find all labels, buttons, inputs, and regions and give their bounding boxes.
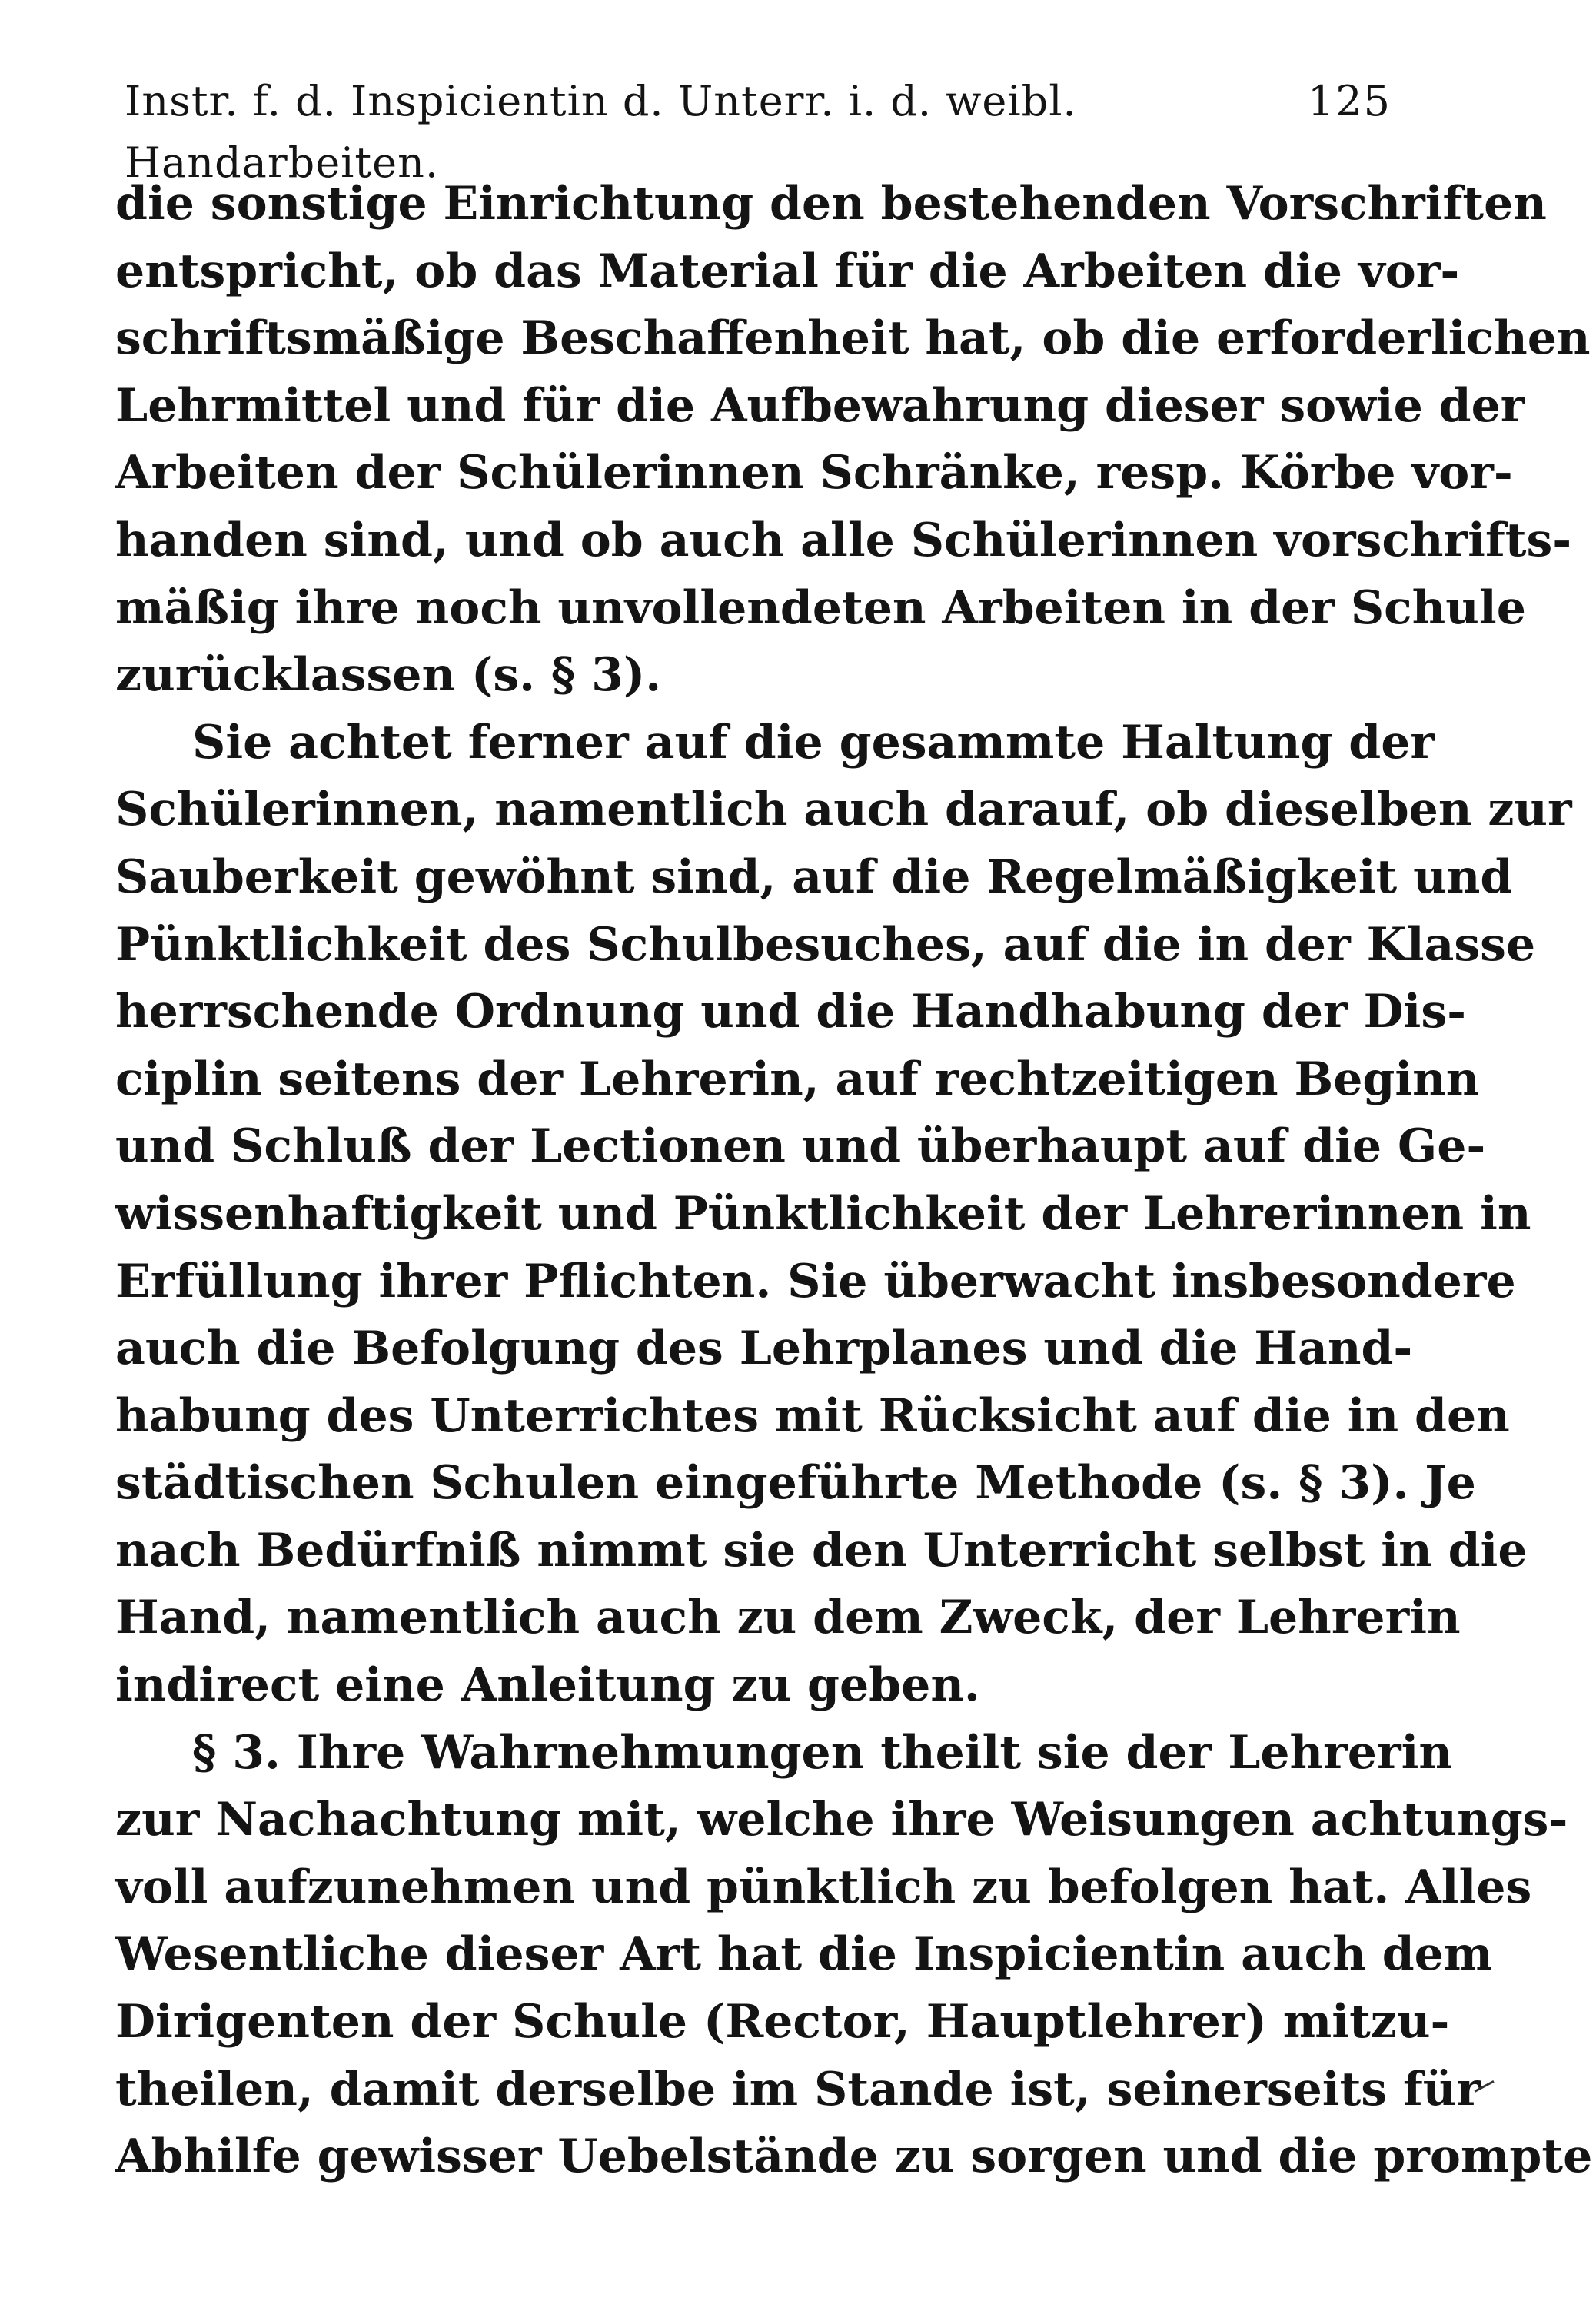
text-line: städtischen Schulen eingeführte Methode (s. § 3). Je	[115, 1456, 1476, 1511]
running-head	[115, 71, 1392, 187]
text-line: entspricht, ob das Material für die Arbeiten die vor-	[115, 244, 1460, 298]
text-line: Hand, namentlich auch zu dem Zweck, der Lehrerin	[115, 1591, 1461, 1645]
text-line: zur Nachachtung mit, welche ihre Weisungen achtungs-	[115, 1793, 1568, 1847]
text-line: § 3. Ihre Wahrnehmungen theilt sie der Lehrerin	[192, 1725, 1452, 1780]
text-line: wissenhaftigkeit und Pünktlichkeit der Lehrerinnen in	[115, 1186, 1531, 1241]
text-line: schriftsmäßige Beschaffenheit hat, ob die erforderlichen	[115, 311, 1591, 366]
text-line: Erfüllung ihrer Pflichten. Sie überwacht insbesondere	[115, 1254, 1516, 1308]
text-line: Abhilfe gewisser Uebelstände zu sorgen und die prompte	[115, 2129, 1593, 2184]
text-line: Pünktlichkeit des Schulbesuches, auf die in der Klasse	[115, 917, 1536, 972]
text-line: mäßig ihre noch unvollendeten Arbeiten in der Schule	[115, 580, 1526, 635]
text-line: Dirigenten der Schule (Rector, Hauptlehrer) mitzu-	[115, 1995, 1450, 2050]
text-line: nach Bedürfniß nimmt sie den Unterricht selbst in die	[115, 1523, 1528, 1578]
text-line: und Schluß der Lectionen und überhaupt auf die Ge-	[115, 1119, 1486, 1174]
paragraph-2	[115, 710, 1572, 1720]
text-line: Sie achtet ferner auf die gesammte Haltung der	[192, 715, 1435, 770]
text-line: indirect eine Anleitung zu geben.	[115, 1658, 980, 1713]
text-line: Lehrmittel und für die Aufbewahrung dieser sowie der	[115, 378, 1525, 433]
text-line: handen sind, und ob auch alle Schülerinnen vorschrifts-	[115, 513, 1572, 567]
text-line: zurücklassen (s. § 3).	[115, 648, 662, 703]
text-line: die sonstige Einrichtung den bestehenden Vorschriften	[115, 177, 1547, 231]
text-line: theilen, damit derselbe im Stande ist, seinerseits für	[115, 2062, 1481, 2116]
paragraph-3	[115, 1720, 1593, 2191]
page-number: 125	[1307, 77, 1392, 125]
text-line: auch die Befolgung des Lehrplanes und die Hand-	[115, 1322, 1413, 1376]
text-line: Schülerinnen, namentlich auch darauf, ob dieselben zur	[115, 783, 1572, 837]
body-text	[115, 171, 1593, 2191]
text-line: Sauberkeit gewöhnt sind, auf die Regelmäßigkeit und	[115, 849, 1513, 904]
text-line: habung des Unterrichtes mit Rücksicht auf die in den	[115, 1388, 1510, 1443]
text-line: herrschende Ordnung und die Handhabung der Dis-	[115, 985, 1467, 1039]
text-line: ciplin seitens der Lehrerin, auf rechtzeitigen Beginn	[115, 1052, 1480, 1106]
running-head-title: Instr. f. d. Inspicientin d. Unterr. i. d. weibl. Handarbeiten.	[125, 77, 1077, 187]
paragraph-1	[115, 171, 1591, 710]
text-line: Wesentliche dieser Art hat die Inspicientin auch dem	[115, 1927, 1493, 1982]
text-line: voll aufzunehmen und pünktlich zu befolgen hat. Alles	[115, 1860, 1532, 1914]
text-line: Arbeiten der Schülerinnen Schränke, resp. Körbe vor-	[115, 446, 1513, 500]
